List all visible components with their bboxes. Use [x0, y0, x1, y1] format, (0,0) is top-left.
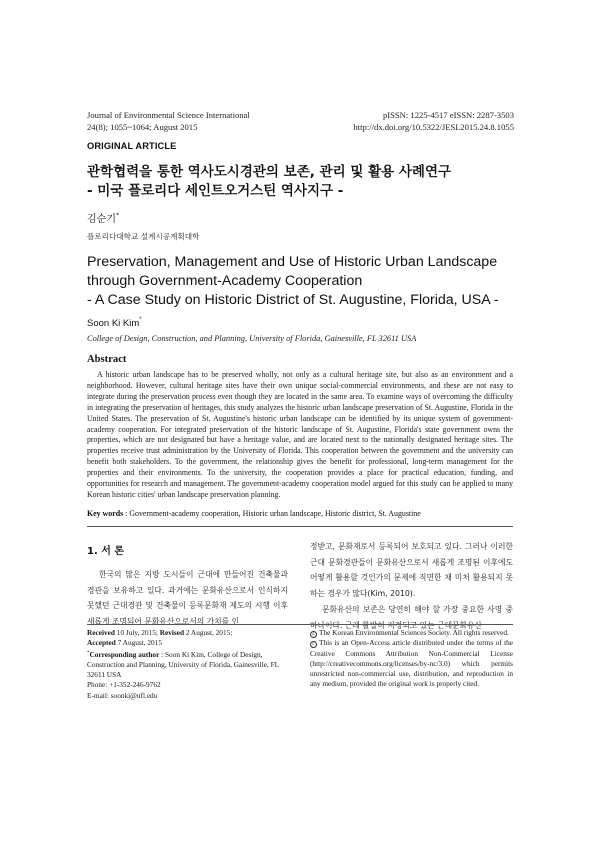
body-paragraph: 정받고, 문화재로서 등록되어 보호되고 있다. 그러나 이러한 근대 문화경관들이 문화유산으로서 새롭게 조명된 이후에도 어떻게 활용할 것인가의 문제에 직면한 채 미처 활용되지 못하는 경우가 많다(Kim, 2010).	[310, 542, 513, 599]
body-paragraph: 문화유산의 보존은 당연히 해야 할 가장 중요한 사명 중 하나이다. 근래 활발히 지정되고 있는 근대문화유산	[310, 604, 513, 630]
article-type: ORIGINAL ARTICLE	[87, 141, 177, 151]
journal-header-left	[87, 109, 250, 133]
received-revised	[87, 628, 288, 638]
keywords-label: Key words	[87, 509, 124, 518]
korean-author-mark: *	[115, 212, 119, 219]
english-title-line-3: - A Case Study on Historic District of St. Augustine, Florida, USA -	[87, 292, 499, 308]
abstract-text: A historic urban landscape has to be preserved wholly, not only as a cultural heritage site, but also as an environment and a neighborhood. However, cultural heritage sites have their own unique social-commercial environments, and these are not easy to integrate during the preservation process even though they are located in the same area. To examine ways of overcoming the difficulty in integrating the preservation of heritages, this study analyzes the historic urban landscape preservation of St. Augustine, Florida in the United States. The preservation of St. Augustine's historic urban landscape can be identified by its unique system of government-academy cooperation. For integrated preservation of the historic landscape of St. Augustine, Florida's state government owns the properties, which are not designated but have a heritage value, and are located next to the nationally designated heritage sites. The properties receive trust administration by the University of Florida. This cooperation between the government and the university can benefit both stakeholders. To the government, the relationship gives the benefit for professional, long-term management for the properties and their environments. To the university, the cooperation provides a place for practical education, funding, and opportunities for research and management. The government-academy cooperation model argued for this study can be applied to many Korean historic cities' urban landscape preservation planning.	[87, 370, 513, 499]
doi-link[interactable]: http://dx.doi.org/10.5322/JESI.2015.24.8.1055	[353, 122, 514, 132]
corresponding-text: : Soon Ki Kim, College of Design, Construction and Planning, University of Florida, Gainesville, FL 32611 USA	[87, 649, 279, 680]
english-affiliation: College of Design, Construction, and Planning, University of Florida, Gainesville, FL 32611 USA	[87, 334, 417, 343]
body-paragraph: 한국의 많은 지방 도시들이 근대에 만들어진 건축물과 경관을 보유하고 있다. 과거에는 문화유산으로서 인식하지 못했던 근대경관 및 건축물이 등록문화재 제도의 시행 이후 새롭게 조명되어 문화유산으로서의 가치를 인	[87, 570, 288, 627]
abstract-heading: Abstract	[87, 354, 127, 365]
corresponding-mark: *	[87, 650, 90, 656]
korean-affiliation: 플로리다대학교 설계시공계획대학	[87, 232, 200, 241]
received-label: Received	[87, 628, 115, 637]
footnote-right	[310, 628, 513, 690]
copyright-line	[310, 628, 513, 638]
accepted-date: 7 August, 2015	[115, 638, 162, 648]
license-text: This is an Open-Access article distributed under the terms of the Creative Commons Attribution Non-Commercial License (http://creativecommons.org/licenses/by-nc/3.0) which permits unrestricted non-commercial use, distribution, and reproduction in any medium, provided the original work is properly cited.	[310, 638, 513, 689]
copyright-text: The Korean Environmental Sciences Society. All rights reserved.	[319, 628, 509, 637]
english-title-line-1: Preservation, Management and Use of Historic Urban Landscape	[87, 254, 498, 270]
english-title-line-2: through Government-Academy Cooperation	[87, 273, 363, 289]
footnote-left	[87, 628, 288, 701]
creative-commons-icon: c	[310, 641, 317, 648]
accepted-label: Accepted	[87, 638, 116, 648]
phone: Phone: +1-352-246-9762	[87, 680, 161, 690]
revised-label: Revised	[159, 628, 185, 637]
english-author	[87, 317, 142, 329]
revised-date: 2 August, 2015;	[184, 628, 233, 637]
journal-header-right	[353, 109, 514, 133]
english-author-mark: *	[139, 317, 142, 323]
keywords-text: Government-academy cooperation, Historic urban landscape, Historic district, St. Augustine	[129, 509, 421, 518]
accepted	[87, 638, 288, 648]
english-title	[87, 253, 517, 310]
korean-title-line-2: - 미국 플로리다 세인트오거스틴 역사지구 -	[87, 183, 344, 199]
license-line	[310, 638, 513, 689]
korean-author-name: 김순기	[87, 214, 116, 225]
received-date: 10 July, 2015;	[114, 628, 160, 637]
body-column-right	[310, 539, 513, 633]
keywords-separator: :	[123, 509, 130, 518]
issn: pISSN: 1225-4517 eISSN: 2287-3503	[382, 110, 514, 120]
section-heading: 1. 서 론	[87, 546, 125, 557]
body-column-left	[87, 567, 288, 630]
corresponding-label: Corresponding author	[89, 649, 160, 659]
korean-title-line-1: 관학협력을 통한 역사도시경관의 보존, 관리 및 활용 사례연구	[87, 164, 452, 180]
corresponding-author	[87, 649, 288, 681]
korean-author	[87, 210, 119, 225]
email-link[interactable]: E-mail: soonki@ufl.edu	[87, 690, 158, 700]
divider-footnote	[87, 624, 513, 625]
english-author-name: Soon Ki Kim	[87, 318, 140, 329]
korean-title	[87, 163, 527, 201]
copyright-icon: c	[310, 631, 317, 638]
journal-name: Journal of Environmental Science International	[87, 110, 250, 120]
keywords	[87, 509, 513, 518]
divider-top	[87, 526, 513, 527]
journal-issue: 24(8); 1055~1064; August 2015	[87, 122, 198, 132]
